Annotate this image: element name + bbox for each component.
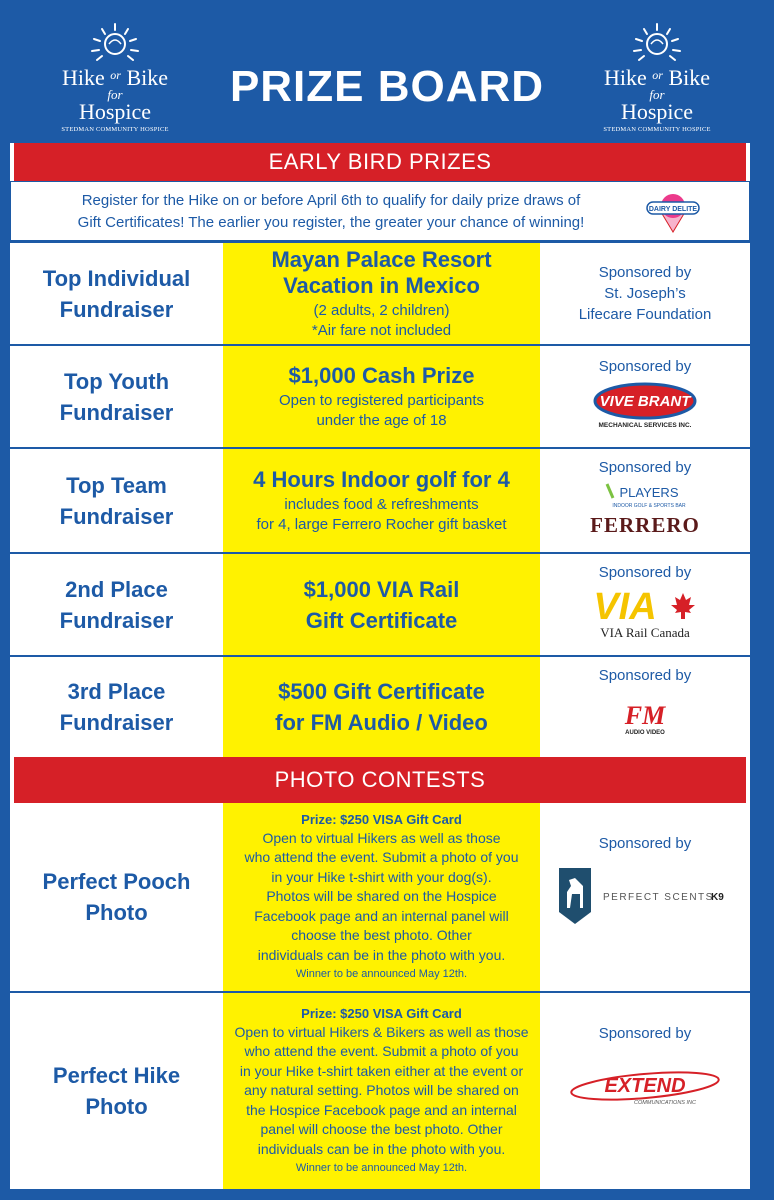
contest-category-line-1: Perfect Hike xyxy=(52,1063,181,1088)
contest-line: Photos will be shared on the Hospice xyxy=(266,888,497,905)
prize-row-top-youth xyxy=(10,346,750,447)
logo-word-hike: Hike xyxy=(604,65,647,90)
sponsored-by-label: Sponsored by xyxy=(598,358,692,375)
early-bird-box xyxy=(10,181,750,241)
logo-word-or: or xyxy=(652,68,663,82)
prize-detail-line-1: Open to registered participants xyxy=(278,391,485,409)
prize-category-line-1: Top Team xyxy=(66,472,167,498)
contest-description xyxy=(223,803,540,991)
early-bird-text xyxy=(41,190,621,234)
contest-category-line-1: Perfect Pooch xyxy=(42,869,191,894)
players-logo-text: PLAYERS xyxy=(619,485,679,500)
maple-leaf-icon xyxy=(671,593,695,619)
logo-org-name: STEDMAN COMMUNITY HOSPICE xyxy=(603,126,711,133)
sponsor-name-line-1: St. Joseph’s xyxy=(604,285,686,302)
contest-prize: Prize: $250 VISA Gift Card xyxy=(301,1005,462,1021)
hike-bike-logo-left xyxy=(50,22,180,134)
prize-title-line-1: Mayan Palace Resort xyxy=(271,246,492,272)
dairy-delite-logo-text: DAIRY DELITE xyxy=(648,206,698,213)
contest-description xyxy=(223,993,540,1189)
contest-category xyxy=(10,803,223,991)
header xyxy=(0,0,774,140)
prize-detail-line-2: *Air fare not included xyxy=(311,321,452,339)
via-logo-subtext: VIA Rail Canada xyxy=(600,625,690,640)
prize-description xyxy=(223,346,540,447)
prize-sponsor xyxy=(540,657,750,757)
prize-sponsor xyxy=(540,346,750,447)
prize-title-line-1: $500 Gift Certificate xyxy=(278,679,485,704)
logo-word-bike: Bike xyxy=(668,65,710,90)
players-logo xyxy=(595,480,695,510)
early-bird-line-2: Gift Certificates! The earlier you register, the greater your chance of winning! xyxy=(77,214,585,231)
logo-word-hospice: Hospice xyxy=(620,99,694,124)
logo-word-bike: Bike xyxy=(126,65,168,90)
sponsored-by-label: Sponsored by xyxy=(598,667,692,684)
contest-line: who attend the event. Submit a photo of you xyxy=(244,1043,519,1060)
contest-sponsor xyxy=(540,803,750,991)
ferrero-logo xyxy=(590,512,700,538)
prize-title-line-2: for FM Audio / Video xyxy=(275,710,488,735)
contest-category-line-2: Photo xyxy=(85,1094,148,1119)
prize-title-line-1: 4 Hours Indoor golf for 4 xyxy=(253,466,510,492)
prize-title-line-2: Gift Certificate xyxy=(305,607,458,633)
contest-sponsor xyxy=(540,993,750,1189)
sun-icon xyxy=(88,22,142,62)
prize-title-line-1: $1,000 Cash Prize xyxy=(288,362,475,388)
prize-row-3rd-place xyxy=(10,657,750,757)
prize-description xyxy=(223,554,540,655)
contest-category xyxy=(10,993,223,1189)
prize-category-line-2: Fundraiser xyxy=(59,503,174,529)
contest-line: the Hospice Facebook page and an internal xyxy=(246,1101,517,1118)
contest-line: who attend the event. Submit a photo of you xyxy=(244,849,519,866)
prize-category-line-1: 2nd Place xyxy=(65,576,168,602)
via-logo-text: VIA xyxy=(593,586,657,628)
prize-detail-line-1: (2 adults, 2 children) xyxy=(313,301,450,319)
contest-prize: Prize: $250 VISA Gift Card xyxy=(301,811,462,827)
contest-category-line-2: Photo xyxy=(85,900,148,925)
contest-line: any natural setting. Photos will be shared on xyxy=(244,1082,519,1099)
prize-title-line-1: $1,000 VIA Rail xyxy=(303,576,460,602)
prize-category-line-1: Top Individual xyxy=(42,265,191,291)
sponsored-by-label: Sponsored by xyxy=(598,459,692,476)
logo-word-for: for xyxy=(107,87,123,102)
prize-category xyxy=(10,346,223,447)
logo-word-for: for xyxy=(649,87,665,102)
contest-line: in your Hike t-shirt with your dog(s). xyxy=(271,868,492,885)
prize-category-line-1: 3rd Place xyxy=(67,679,166,704)
sponsored-by-label: Sponsored by xyxy=(598,564,692,581)
contest-footer: Winner to be announced May 12th. xyxy=(295,1162,468,1175)
contest-line: Open to virtual Hikers as well as those xyxy=(262,829,501,846)
extend-logo-text: EXTEND xyxy=(604,1075,686,1097)
logo-word-hospice: Hospice xyxy=(78,99,152,124)
via-rail-logo xyxy=(585,585,705,641)
vive-brant-logo-subtext: MECHANICAL SERVICES INC. xyxy=(598,422,692,429)
extend-logo-subtext: COMMUNICATIONS INC xyxy=(634,1100,696,1106)
prize-description xyxy=(223,243,540,344)
prize-category xyxy=(10,449,223,552)
fm-logo-text: FM xyxy=(624,701,666,730)
contest-line: panel will choose the best photo. Other xyxy=(260,1121,503,1138)
page-title: PRIZE BOARD xyxy=(229,62,545,111)
early-bird-line-1: Register for the Hike on or before April 6th to qualify for daily prize draws of xyxy=(81,192,581,209)
prize-category-line-2: Fundraiser xyxy=(59,296,174,322)
perfect-scents-k9-logo xyxy=(545,862,745,932)
logo-word-or: or xyxy=(110,68,121,82)
prize-sponsor xyxy=(540,554,750,655)
contest-row-perfect-pooch xyxy=(10,803,750,991)
contest-line: in your Hike t-shirt taken either at the event or xyxy=(239,1062,524,1079)
logo-word-hike: Hike xyxy=(62,65,105,90)
contest-line: Open to virtual Hikers & Bikers as well as those xyxy=(234,1023,529,1040)
prize-row-top-individual xyxy=(10,241,750,344)
contest-line: Facebook page and an internal panel will xyxy=(254,907,509,924)
prize-detail-line-1: includes food & refreshments xyxy=(284,495,479,513)
logo-org-name: STEDMAN COMMUNITY HOSPICE xyxy=(61,126,169,133)
prize-detail-line-2: for 4, large Ferrero Rocher gift basket xyxy=(256,515,507,533)
prize-description xyxy=(223,657,540,757)
contest-line: individuals can be in the photo with you. xyxy=(257,946,506,963)
contest-row-perfect-hike xyxy=(10,993,750,1189)
fm-audio-video-logo xyxy=(595,700,695,740)
prize-sponsor xyxy=(540,449,750,552)
contest-line: individuals can be in the photo with you. xyxy=(257,1140,506,1157)
vive-brant-logo xyxy=(590,381,700,431)
perfect-scents-logo-text: PERFECT SCENTS xyxy=(603,892,714,903)
vive-brant-logo-text: VIVE BRANT xyxy=(599,393,691,410)
prize-category-line-2: Fundraiser xyxy=(59,607,174,633)
prize-row-2nd-place xyxy=(10,554,750,655)
prize-description xyxy=(223,449,540,552)
photo-contests-heading: PHOTO CONTESTS xyxy=(10,757,750,803)
players-logo-subtext: INDOOR GOLF & SPORTS BAR xyxy=(612,503,686,509)
prize-category-line-2: Fundraiser xyxy=(59,710,174,735)
fm-logo-subtext: AUDIO VIDEO xyxy=(625,730,665,736)
prize-sponsor xyxy=(540,243,750,344)
sponsored-by-label: Sponsored by xyxy=(598,264,692,281)
contest-line: choose the best photo. Other xyxy=(291,927,472,944)
extend-communications-logo xyxy=(565,1064,725,1114)
ferrero-logo-text: FERRERO xyxy=(590,513,700,537)
early-bird-heading: EARLY BIRD PRIZES xyxy=(10,143,750,181)
sponsor-name-line-2: Lifecare Foundation xyxy=(578,306,712,323)
sun-icon xyxy=(630,22,684,62)
sponsored-by-label: Sponsored by xyxy=(598,1025,692,1042)
hike-bike-logo-right xyxy=(592,22,722,134)
prize-detail-line-2: under the age of 18 xyxy=(316,411,447,429)
prize-category-line-2: Fundraiser xyxy=(59,399,174,425)
dairy-delite-logo xyxy=(643,192,703,234)
prize-category xyxy=(10,243,223,344)
prize-category-line-1: Top Youth xyxy=(63,368,170,394)
prize-row-top-team xyxy=(10,449,750,552)
prize-category xyxy=(10,554,223,655)
prize-category xyxy=(10,657,223,757)
perfect-scents-k9-text: K9 xyxy=(711,892,724,903)
sponsored-by-label: Sponsored by xyxy=(598,835,692,852)
contest-footer: Winner to be announced May 12th. xyxy=(295,968,468,981)
prize-title-line-2: Vacation in Mexico xyxy=(283,272,480,298)
